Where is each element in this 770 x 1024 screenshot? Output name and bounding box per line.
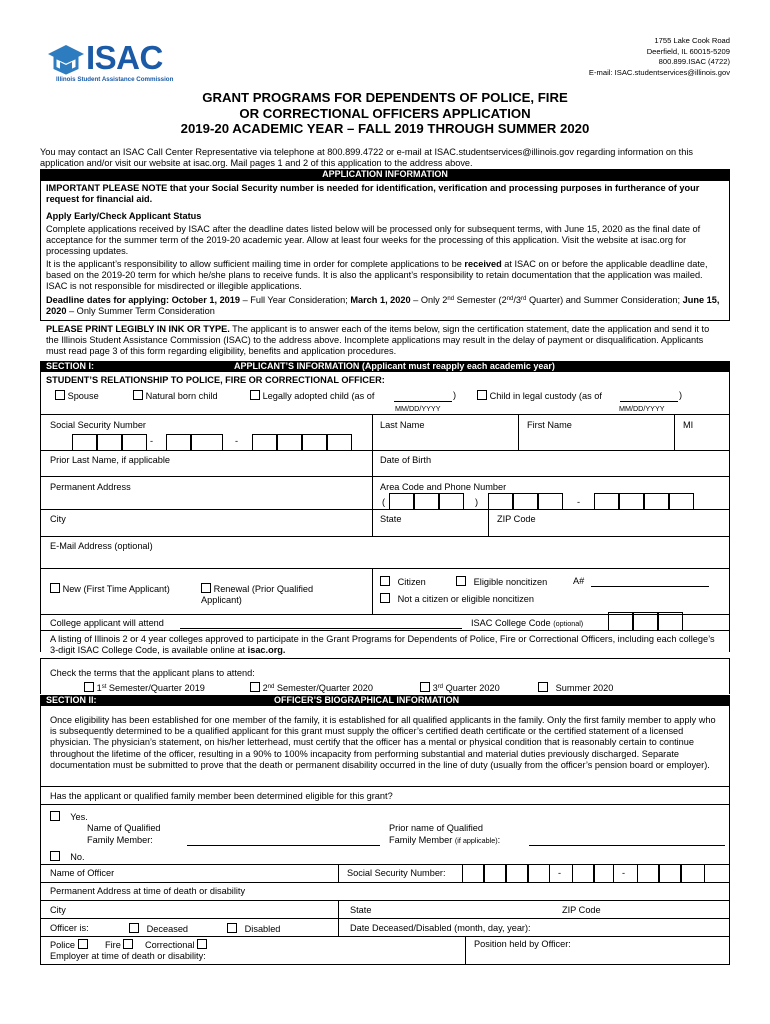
rule [40, 509, 730, 510]
dash: - [235, 436, 239, 446]
adopted-child-checkbox[interactable] [250, 390, 260, 400]
officer-ssn-label: Social Security Number: [347, 868, 446, 878]
text-run: received [464, 259, 502, 269]
employer-label: Employer at time of death or disability: [50, 951, 206, 961]
text-run: March 1, 2020 [350, 295, 411, 305]
text-run: – Only 2 [410, 295, 448, 305]
college-code-box[interactable] [633, 612, 658, 630]
text-run: 2 [262, 683, 268, 693]
officer-ssn-box[interactable] [681, 864, 705, 882]
permanent-address-label: Permanent Address [50, 482, 131, 492]
adopted-child-option[interactable] [250, 390, 374, 402]
print-legibly-notice [46, 324, 724, 357]
isac-address [589, 36, 730, 78]
renewal-label: Renewal (Prior Qualified Applicant) [201, 584, 314, 605]
ssn-digit-box[interactable] [252, 434, 277, 450]
ssn-digit-box[interactable] [327, 434, 352, 450]
rule [372, 476, 373, 536]
rule [40, 936, 730, 937]
custody-date-field[interactable] [620, 401, 678, 402]
college-listing-note [50, 634, 722, 656]
alien-number-label: A# [573, 576, 585, 586]
eligibility-paragraph: Once eligibility has been established for one member of the family, it is established for all qualified applicants in the family. Only the first family member to apply who is subsequently determined to be a qualified applicant for this grant must supply the officer’s certified death certificate or the certified statement of a licensed physician. The physician’s statement, on his/her letterhead, must certify that the officer has a mental or physical condition that is reasonably certain to continue throughout the lifetime of the officer, resulting in a 90% to 100% incapacity from performing substantial and material duties previously discharged. Separate documentation must be submitted to prove that the death or permanent disability occurred in the line of duty (usually from the officer’s pension board or employer). [50, 715, 716, 770]
natural-child-option[interactable] [133, 390, 218, 402]
adopted-date-field[interactable] [394, 401, 452, 402]
officer-is-label: Officer is: [50, 923, 89, 933]
correctional-label: Correctional [145, 940, 195, 950]
dash: - [150, 436, 154, 446]
first-name-label: First Name [527, 420, 572, 430]
college-code-box[interactable] [658, 612, 683, 630]
fire-option[interactable] [105, 939, 133, 951]
section-2-title: OFFICER’S BIOGRAPHICAL INFORMATION [274, 695, 460, 705]
phone-digit-box[interactable] [414, 493, 439, 509]
rule [40, 536, 730, 537]
disabled-option[interactable] [227, 923, 280, 935]
officer-address-label: Permanent Address at time of death or disability [50, 886, 246, 896]
officer-zip-label: ZIP Code [562, 905, 601, 915]
no-label: No. [70, 852, 85, 862]
text-run: Family Member [389, 835, 453, 845]
section-2-left-border [40, 706, 41, 964]
rule [40, 900, 730, 901]
alien-number-field[interactable] [591, 586, 709, 587]
spouse-label: Spouse [67, 391, 99, 401]
ssn-digit-box[interactable] [122, 434, 147, 450]
officer-ssn-box[interactable] [572, 864, 594, 882]
dash: - [577, 497, 581, 507]
officer-ssn-box[interactable] [637, 864, 659, 882]
ssn-digit-box[interactable] [72, 434, 97, 450]
rule [372, 414, 373, 450]
email-label: E-Mail Address (optional) [50, 541, 153, 551]
date-deceased-label: Date Deceased/Disabled (month, day, year): [350, 923, 531, 933]
logo-wordmark: ISAC [86, 39, 163, 76]
title-line: OR CORRECTIONAL OFFICERS APPLICATION [239, 105, 531, 121]
prior-name-label-2: Family Member (if applicable): [389, 835, 501, 845]
officer-name-label: Name of Officer [50, 868, 115, 878]
prior-name-label-1: Prior name of Qualified [389, 823, 483, 833]
phone-label: Area Code and Phone Number [380, 482, 507, 492]
isac-logo [46, 38, 186, 88]
disabled-checkbox[interactable] [227, 923, 237, 933]
text-run: – Only Summer Term Consideration [66, 306, 215, 316]
text-run: Semester/Quarter 2019 [106, 683, 205, 693]
rule [465, 936, 466, 964]
dash: - [558, 868, 562, 878]
rule [40, 658, 730, 659]
deceased-option[interactable] [129, 923, 188, 935]
rule [40, 476, 730, 477]
fire-checkbox[interactable] [123, 939, 133, 949]
custody-checkbox[interactable] [477, 390, 487, 400]
adopted-date-format: MM/DD/YYYY [395, 404, 441, 413]
text-run: (if applicable) [454, 836, 498, 845]
natural-child-checkbox[interactable] [133, 390, 143, 400]
rule [40, 630, 730, 631]
rule [488, 509, 489, 536]
rule [518, 414, 519, 450]
paren: ) [679, 390, 683, 400]
text-run: PLEASE PRINT LEGIBLY IN INK OR TYPE. [46, 324, 230, 334]
natural-child-label: Natural born child [145, 391, 218, 401]
deadline-paragraph: Complete applications received by ISAC after the deadline dates listed below will be processed only for subsequent terms, with June 15, 2020 as the final date of acceptance for the summer term of the 2019-20 academic year. Allow at least four weeks for the processing of this application. Visit the website at isac.org for processing updates. [46, 224, 701, 256]
check-terms-label: Check the terms that the applicant plans to attend: [50, 668, 255, 678]
dash: - [622, 868, 626, 878]
section-2-label: SECTION II: [46, 695, 97, 705]
deceased-checkbox[interactable] [129, 923, 139, 933]
phone-digit-box[interactable] [669, 493, 694, 509]
rule [40, 964, 730, 965]
custody-label: Child in legal custody (as of [489, 391, 602, 401]
not-citizen-checkbox[interactable] [380, 593, 390, 603]
prior-name-field[interactable] [529, 845, 725, 846]
ssn-digit-box[interactable] [302, 434, 327, 450]
adopted-child-label: Legally adopted child (as of [262, 391, 375, 401]
police-label: Police [50, 940, 76, 950]
city-label: City [50, 514, 66, 524]
address-line: Deerfield, IL 60015-5209 [646, 46, 730, 56]
term-3-option[interactable] [420, 682, 500, 694]
officer-ssn-box[interactable] [659, 864, 681, 882]
form-title [40, 90, 730, 137]
rule [40, 804, 730, 805]
text-run: A listing of Illinois 2 or 4 year colleges approved to participate in the Grant Programs for Dependents of Police, Fire or Correctional Officers, including each college’s 3-digit ISAC College Code, is available online at [50, 634, 715, 655]
officer-ssn-box[interactable] [484, 864, 506, 882]
fire-label: Fire [105, 940, 121, 950]
deceased-label: Deceased [146, 924, 189, 934]
text-run: The applicant is to answer each of the items below, sign the certification statement, date the application and send it to the Illinois Student Assistance Commission (ISAC) to the address above. Incomplete applications may result in the delay of payment or disqualification. Applicants must read page 3 of this form regarding eligibility, benefits and application procedures. [46, 324, 710, 356]
officer-ssn-box[interactable] [528, 864, 550, 882]
text-run: June 15, 2020 [46, 295, 720, 316]
application-information-bar: APPLICATION INFORMATION [40, 169, 730, 180]
title-line: 2019-20 ACADEMIC YEAR – FALL 2019 THROUGH SUMMER 2020 [180, 121, 590, 136]
section-1-label: SECTION I: [46, 361, 95, 371]
phone-digit-box[interactable] [389, 493, 414, 509]
citizen-option[interactable] [380, 576, 426, 588]
ssn-digit-box[interactable] [97, 434, 122, 450]
term-3-checkbox[interactable] [420, 682, 430, 692]
term-1-option[interactable] [84, 682, 205, 694]
mailing-paragraph [46, 259, 722, 292]
college-field[interactable] [180, 628, 462, 629]
address-line: 800.899.ISAC (4722) [658, 57, 730, 66]
police-option[interactable] [50, 939, 88, 951]
citizen-label: Citizen [397, 577, 426, 587]
deadline-dates [46, 295, 722, 317]
address-line: E-mail: ISAC.studentservices@illinois.gov [588, 67, 730, 77]
apply-early-heading: Apply Early/Check Applicant Status [46, 211, 202, 221]
ssn-digit-box[interactable] [166, 434, 191, 450]
officer-ssn-box[interactable] [594, 864, 614, 882]
ssn-notice: IMPORTANT PLEASE NOTE that your Social Security number is needed for identification, verification and processing purposes in furtherance of your request for financial aid. [46, 183, 700, 204]
custody-option[interactable] [477, 390, 602, 402]
college-code-text: ISAC College Code [471, 618, 551, 628]
disabled-label: Disabled [244, 924, 281, 934]
no-option[interactable] [50, 851, 85, 863]
term-4-checkbox[interactable] [538, 682, 548, 692]
term-4-label: Summer 2020 [555, 683, 614, 693]
section-2-bar [40, 695, 730, 706]
contact-intro: You may contact an ISAC Call Center Representative via telephone at 800.899.4722 or e-mail at ISAC.studentservices@illinois.gov regarding information on this application and/or visit our website at isac.org. Mail pages 1 and 2 of this application to the address above. [40, 147, 693, 168]
rule [40, 568, 730, 569]
yes-label: Yes. [70, 812, 88, 822]
text-run: st [101, 684, 107, 690]
paren: ) [475, 497, 479, 507]
text-run: 3 [432, 683, 438, 693]
no-checkbox[interactable] [50, 851, 60, 861]
ssn-digit-box[interactable] [277, 434, 302, 450]
rule [674, 414, 675, 450]
mi-label: MI [683, 420, 694, 430]
officer-state-label: State [350, 905, 372, 915]
text-run: nd [447, 296, 455, 302]
rule [40, 450, 730, 451]
phone-digit-box[interactable] [513, 493, 538, 509]
eligible-noncitizen-option[interactable] [456, 576, 547, 588]
phone-digit-box[interactable] [439, 493, 464, 509]
position-label: Position held by Officer: [474, 939, 571, 949]
yes-checkbox[interactable] [50, 811, 60, 821]
not-citizen-option[interactable] [380, 593, 534, 605]
new-applicant-label: New (First Time Applicant) [62, 584, 170, 594]
citizen-checkbox[interactable] [380, 576, 390, 586]
section-1-bar [40, 361, 730, 372]
yes-option[interactable] [50, 811, 88, 823]
text-run: rd [437, 684, 444, 690]
spouse-checkbox[interactable] [55, 390, 65, 400]
rule [40, 864, 730, 865]
term-2-checkbox[interactable] [250, 682, 260, 692]
spouse-option[interactable] [55, 390, 99, 402]
rule [372, 568, 373, 614]
college-code-box[interactable] [608, 612, 633, 630]
text-run: rd [521, 296, 527, 302]
officer-ssn-box[interactable] [506, 864, 528, 882]
text-run: – Full Year Consideration; [240, 295, 351, 305]
rule [40, 658, 41, 694]
text-run: isac.org. [247, 645, 286, 655]
zip-label: ZIP Code [497, 514, 536, 524]
rule [372, 450, 373, 476]
optional-note: (optional) [553, 619, 584, 628]
rule [40, 786, 730, 787]
phone-digit-box[interactable] [538, 493, 563, 509]
eligible-noncitizen-label: Eligible noncitizen [473, 577, 548, 587]
qualified-name-label-1: Name of Qualified [87, 823, 161, 833]
ssn-digit-box[interactable] [191, 434, 223, 450]
college-code-label [471, 618, 583, 629]
text-run: Semester/Quarter 2020 [274, 683, 373, 693]
college-label: College applicant will attend [50, 618, 164, 628]
phone-digit-box[interactable] [644, 493, 669, 509]
relationship-heading: STUDENT’S RELATIONSHIP TO POLICE, FIRE OR CORRECTIONAL OFFICER: [46, 375, 385, 385]
qualified-name-field[interactable] [187, 845, 380, 846]
address-line: 1755 Lake Cook Road [654, 36, 730, 45]
rule [40, 918, 730, 919]
rule [729, 658, 730, 694]
correctional-checkbox[interactable] [197, 939, 207, 949]
text-run: nd [506, 296, 514, 302]
new-applicant-checkbox[interactable] [50, 583, 60, 593]
text-run: Semester (2 [454, 295, 507, 305]
determined-eligible-question: Has the applicant or qualified family member been determined eligible for this grant? [50, 791, 393, 801]
text-run: It is the applicant’s responsibility to allow sufficient mailing time in order for complete applications to be [46, 259, 465, 269]
last-name-label: Last Name [380, 420, 425, 430]
paren: ( [382, 497, 386, 507]
phone-digit-box[interactable] [594, 493, 619, 509]
text-run: 1 [96, 683, 102, 693]
text-run: at ISAC on or before the applicable deadline date, based on the 2019-20 term for which he/she plans to receive funds. It is also the applicant’s responsibility to retain documentation that the application was mailed. ISAC is not responsible for misdirected or illegible applications. [46, 259, 708, 291]
text-run: /3 [513, 295, 522, 305]
term-2-option[interactable] [250, 682, 373, 694]
ssn-label: Social Security Number [50, 420, 146, 430]
correctional-option[interactable] [145, 939, 207, 951]
term-1-checkbox[interactable] [84, 682, 94, 692]
section-2-right-border [729, 706, 730, 964]
eligible-noncitizen-checkbox[interactable] [456, 576, 466, 586]
term-4-option[interactable] [538, 682, 613, 694]
text-run: Deadline dates for applying: October 1, 2019 [46, 295, 241, 305]
renewal-checkbox[interactable] [201, 583, 211, 593]
rule [40, 882, 730, 883]
text-run: Quarter 2020 [443, 683, 500, 693]
text-run: Quarter) and Summer Consideration; [526, 295, 683, 305]
rule [338, 864, 339, 882]
renewal-option[interactable] [201, 583, 351, 606]
custody-date-format: MM/DD/YYYY [619, 404, 665, 413]
logo-subtitle: Illinois Student Assistance Commission [56, 76, 174, 83]
phone-digit-box[interactable] [488, 493, 513, 509]
rule [40, 414, 730, 415]
phone-digit-box[interactable] [619, 493, 644, 509]
state-label: State [380, 514, 402, 524]
section-1-title: APPLICANT’S INFORMATION (Applicant must reapply each academic year) [234, 361, 555, 371]
dob-label: Date of Birth [380, 455, 432, 465]
title-line: GRANT PROGRAMS FOR DEPENDENTS OF POLICE, FIRE [202, 90, 568, 105]
officer-city-label: City [50, 905, 66, 915]
qualified-name-label-2: Family Member: [87, 835, 153, 845]
police-checkbox[interactable] [78, 939, 88, 949]
prior-last-name-label: Prior Last Name, if applicable [50, 455, 171, 465]
not-citizen-label: Not a citizen or eligible noncitizen [397, 594, 535, 604]
text-run: nd [267, 684, 275, 690]
officer-ssn-box[interactable] [462, 864, 484, 882]
paren: ) [453, 390, 457, 400]
new-applicant-option[interactable] [50, 583, 170, 595]
